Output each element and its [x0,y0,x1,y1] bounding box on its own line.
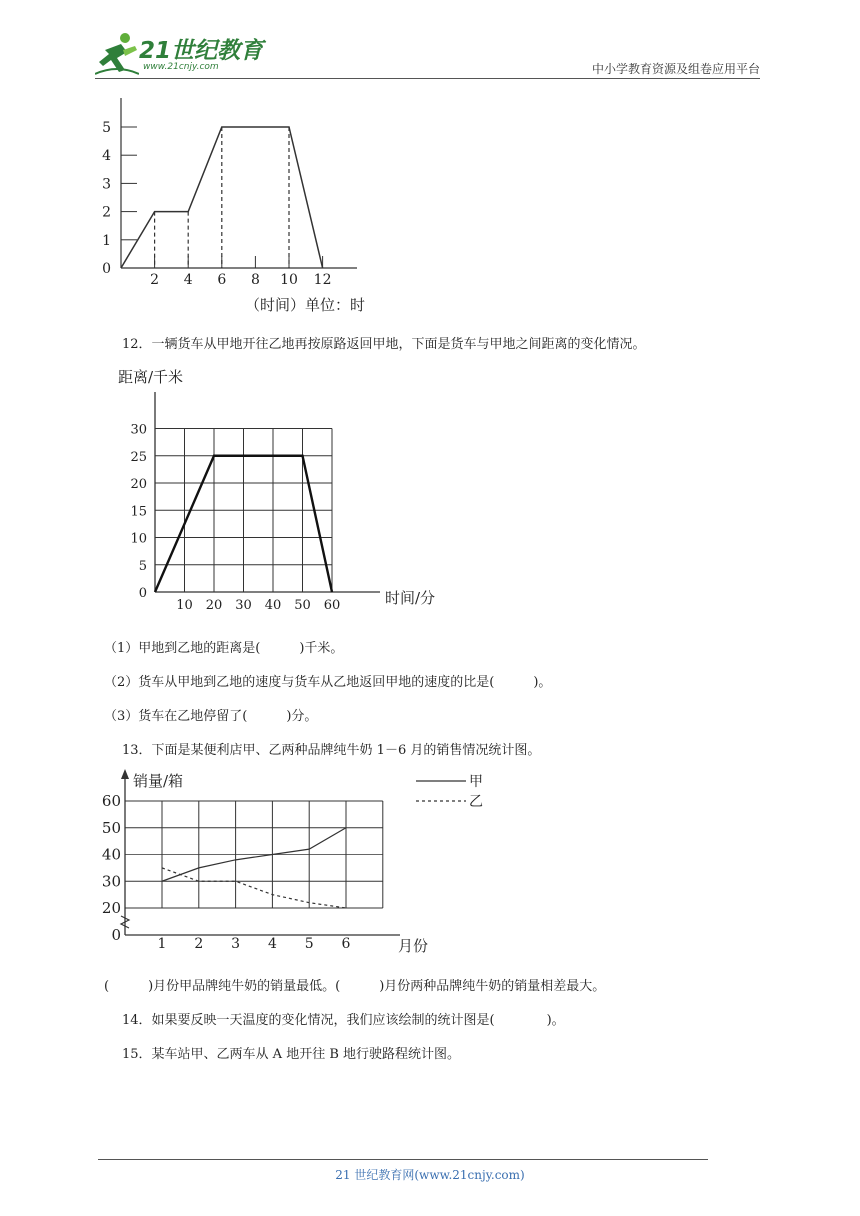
q12-sub2: （2）货车从甲地到乙地的速度与货车从乙地返回甲地的速度的比是( )。 [104,675,552,690]
header-divider [95,78,760,79]
y-tick-label: 0 [138,586,147,601]
x-tick-label: 8 [250,272,260,288]
x-tick-label: 40 [264,598,282,613]
footer-text: 21 世纪教育网(www.21cnjy.com) [335,1168,525,1182]
series-line-yi [162,868,346,908]
x-tick-label: 5 [304,936,314,952]
logo-text: 21世纪教育 [139,38,264,64]
y-tick-label: 1 [102,232,111,249]
x-tick-label: 60 [323,598,341,613]
y-tick-label: 5 [138,558,147,574]
y-tick-label: 5 [102,120,111,136]
y-tick-label: 0 [102,261,111,277]
x-tick-label: 12 [313,272,332,288]
y-tick-label: 2 [102,204,111,221]
x-tick-label: 4 [267,936,277,952]
q13-stem: 13．下面是某便利店甲、乙两种品牌纯牛奶 1－6 月的销售情况统计图。 [122,743,541,758]
legend-label: 甲 [469,774,483,790]
x-tick-label: 10 [176,598,193,613]
y-tick-label: 20 [101,899,121,917]
x-tick-label: 30 [235,598,252,613]
page-header [95,30,760,80]
y-tick-label: 15 [130,504,147,520]
y-tick-label: 50 [101,818,121,837]
x-tick-label: 3 [231,936,241,952]
x-axis-label: （时间）单位：时 [245,296,366,314]
y-tick-label: 40 [101,845,121,864]
x-tick-label: 10 [280,272,298,288]
y-axis-label: 距离/千米 [118,368,184,386]
x-tick-label: 4 [183,272,193,288]
x-tick-label: 6 [217,272,227,288]
y-tick-label: 0 [111,926,121,944]
q13-answer-line: ( )月份甲品牌纯牛奶的销量最低。( )月份两种品牌纯牛奶的销量相差最大。 [104,979,606,994]
x-tick-label: 6 [341,936,351,952]
runner-logo-icon [95,30,139,76]
legend-label: 乙 [469,794,483,810]
y-tick-label: 25 [130,449,147,465]
y-tick-label: 4 [102,148,111,165]
header-platform-text: 中小学教育资源及组卷应用平台 [591,62,760,76]
y-tick-label: 60 [101,792,121,810]
x-tick-label: 2 [194,936,204,952]
x-tick-label: 1 [157,936,167,952]
q12-sub1: （1）甲地到乙地的距离是( )千米。 [104,641,344,656]
footer-divider [98,1159,708,1160]
y-tick-label: 30 [130,422,147,438]
y-axis-arrow [121,769,129,779]
y-tick-label: 3 [102,176,111,193]
y-tick-label: 30 [101,872,121,891]
logo-url: www.21cnjy.com [143,62,219,72]
chart-distance-time [110,362,450,617]
q12-sub3: （3）货车在乙地停留了( )分。 [104,709,318,724]
x-axis-label: 时间/分 [385,589,436,607]
y-tick-label: 10 [130,531,147,547]
x-axis-label: 月份 [398,937,429,955]
q14-stem: 14．如果要反映一天温度的变化情况，我们应该绘制的统计图是( )。 [122,1013,565,1028]
q12-stem: 12．一辆货车从甲地开往乙地再按原路返回甲地，下面是货车与甲地之间距离的变化情况。 [122,337,646,352]
x-tick-label: 20 [205,598,223,613]
chart-time-line [95,92,395,317]
site-logo [95,30,265,78]
x-tick-label: 50 [294,598,311,613]
axis-break-mark [121,916,129,928]
y-axis-label: 销量/箱 [133,772,184,790]
q15-stem: 15．某车站甲、乙两车从 A 地开往 B 地行驶路程统计图。 [122,1047,461,1062]
chart-milk-sales [100,765,500,965]
x-tick-label: 2 [150,272,160,288]
y-tick-label: 20 [130,477,147,492]
